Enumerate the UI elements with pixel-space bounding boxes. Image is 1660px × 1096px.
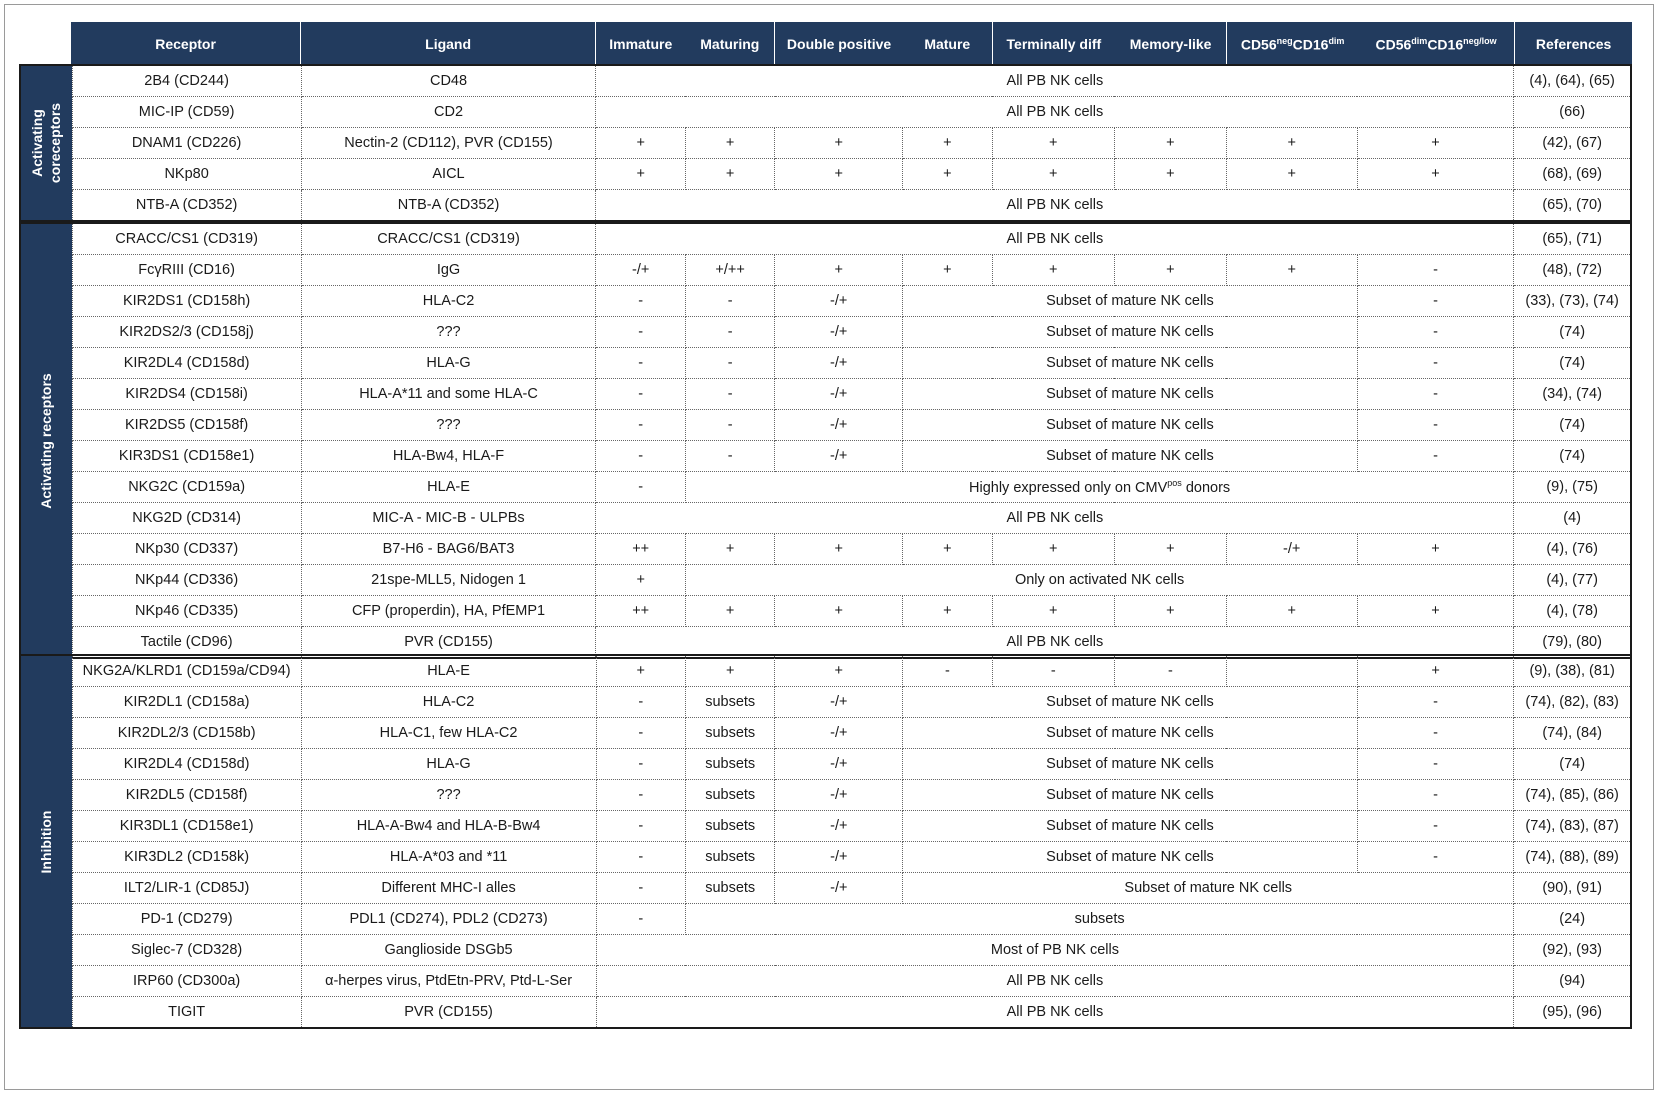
references-cell: (95), (96) xyxy=(1514,997,1631,1029)
value-cell: ++ xyxy=(596,534,685,565)
table-row xyxy=(20,873,1631,904)
value-cell: - xyxy=(685,441,774,472)
value-cell: + xyxy=(685,534,774,565)
value-cell: - xyxy=(1357,842,1514,873)
ligand-cell: PVR (CD155) xyxy=(301,627,596,659)
value-cell: - xyxy=(1357,687,1514,718)
table-row xyxy=(20,997,1631,1029)
table-row xyxy=(20,410,1631,441)
table-row xyxy=(20,97,1631,128)
value-cell: + xyxy=(992,534,1114,565)
references-cell: (4) xyxy=(1514,503,1631,534)
ligand-cell: HLA-A*11 and some HLA-C xyxy=(301,379,596,410)
table-row xyxy=(20,255,1631,286)
header-cd56neg-cd16dim: $CD56^{neg}CD16^{dim}$ xyxy=(1227,22,1358,66)
references-cell: (66) xyxy=(1514,97,1631,128)
span-cell: Subset of mature NK cells xyxy=(903,873,1514,904)
ligand-cell: CFP (properdin), HA, PfEMP1 xyxy=(301,596,596,627)
value-cell: + xyxy=(1357,596,1514,627)
receptor-cell: PD-1 (CD279) xyxy=(72,904,301,935)
value-cell: -/+ xyxy=(775,410,903,441)
ligand-cell: HLA-A-Bw4 and HLA-B-Bw4 xyxy=(301,811,596,842)
value-cell: - xyxy=(1357,780,1514,811)
ligand-cell: AICL xyxy=(301,159,596,190)
value-cell: -/+ xyxy=(775,379,903,410)
value-cell: - xyxy=(596,811,685,842)
receptor-cell: Siglec-7 (CD328) xyxy=(72,935,301,966)
value-cell: - xyxy=(685,317,774,348)
value-cell: subsets xyxy=(685,718,774,749)
span-cell: Only on activated NK cells xyxy=(685,565,1513,596)
section-activating-coreceptors xyxy=(19,64,1632,222)
ligand-cell: ??? xyxy=(301,780,596,811)
span-cell: Subset of mature NK cells xyxy=(903,286,1358,317)
table-row xyxy=(20,379,1631,410)
value-cell: - xyxy=(685,348,774,379)
span-cell: All PB NK cells xyxy=(596,966,1514,997)
value-cell: - xyxy=(1357,286,1514,317)
table-row xyxy=(20,966,1631,997)
ligand-cell: HLA-G xyxy=(301,749,596,780)
table-row xyxy=(20,65,1631,97)
receptor-cell: KIR2DS1 (CD158h) xyxy=(72,286,301,317)
table-row xyxy=(20,128,1631,159)
value-cell: - xyxy=(596,379,685,410)
section-inhibition xyxy=(19,654,1632,1029)
references-cell: (74) xyxy=(1514,749,1631,780)
table-row xyxy=(20,348,1631,379)
value-cell: - xyxy=(903,655,992,687)
receptor-cell: NTB-A (CD352) xyxy=(72,190,301,222)
header-mature: Mature xyxy=(903,22,993,66)
section-label: Activating coreceptors xyxy=(20,65,72,221)
value-cell: -/+ xyxy=(775,873,903,904)
ligand-cell: B7-H6 - BAG6/BAT3 xyxy=(301,534,596,565)
value-cell: + xyxy=(1226,596,1357,627)
value-cell: -/+ xyxy=(775,842,903,873)
receptor-cell: NKp44 (CD336) xyxy=(72,565,301,596)
references-cell: (74), (83), (87) xyxy=(1514,811,1631,842)
span-cell: All PB NK cells xyxy=(596,627,1514,659)
value-cell: + xyxy=(1226,255,1357,286)
value-cell: + xyxy=(992,159,1114,190)
span-cell: Subset of mature NK cells xyxy=(903,749,1358,780)
value-cell: + xyxy=(775,596,903,627)
receptor-cell: Tactile (CD96) xyxy=(72,627,301,659)
value-cell: + xyxy=(992,128,1114,159)
value-cell: + xyxy=(1114,159,1226,190)
receptor-cell: NKG2C (CD159a) xyxy=(72,472,301,503)
span-cell: subsets xyxy=(685,904,1513,935)
value-cell: + xyxy=(992,255,1114,286)
receptor-cell: NKp80 xyxy=(72,159,301,190)
value-cell: subsets xyxy=(685,780,774,811)
span-cell: All PB NK cells xyxy=(596,503,1514,534)
span-cell: Subset of mature NK cells xyxy=(903,811,1358,842)
references-cell: (65), (70) xyxy=(1514,190,1631,222)
section-label: Inhibition xyxy=(20,655,72,1028)
receptor-cell: KIR2DS5 (CD158f) xyxy=(72,410,301,441)
receptor-cell: KIR2DL4 (CD158d) xyxy=(72,749,301,780)
references-cell: (74), (84) xyxy=(1514,718,1631,749)
ligand-cell: CD2 xyxy=(301,97,596,128)
table-row xyxy=(20,286,1631,317)
value-cell: -/+ xyxy=(775,749,903,780)
value-cell: -/+ xyxy=(775,718,903,749)
value-cell: + xyxy=(1114,596,1226,627)
receptor-cell: IRP60 (CD300a) xyxy=(72,966,301,997)
receptor-cell: KIR3DL1 (CD158e1) xyxy=(72,811,301,842)
value-cell: - xyxy=(596,286,685,317)
references-cell: (92), (93) xyxy=(1514,935,1631,966)
value-cell: + xyxy=(1114,128,1226,159)
ligand-cell: Ganglioside DSGb5 xyxy=(301,935,596,966)
value-cell: - xyxy=(596,780,685,811)
header-references: References xyxy=(1515,22,1632,66)
value-cell: - xyxy=(1357,441,1514,472)
table-row xyxy=(20,811,1631,842)
table-header xyxy=(19,22,1632,66)
span-cell: Subset of mature NK cells xyxy=(903,687,1358,718)
value-cell: - xyxy=(596,410,685,441)
ligand-cell: HLA-E xyxy=(301,472,596,503)
value-cell: - xyxy=(1357,317,1514,348)
value-cell: + xyxy=(1114,534,1226,565)
references-cell: (42), (67) xyxy=(1514,128,1631,159)
value-cell: - xyxy=(1357,255,1514,286)
table-row xyxy=(20,935,1631,966)
span-cell: Subset of mature NK cells xyxy=(903,410,1358,441)
span-cell: Subset of mature NK cells xyxy=(903,348,1358,379)
value-cell: + xyxy=(775,655,903,687)
span-cell: Subset of mature NK cells xyxy=(903,379,1358,410)
references-cell: (68), (69) xyxy=(1514,159,1631,190)
table-row xyxy=(20,904,1631,935)
value-cell: - xyxy=(1357,410,1514,441)
receptor-cell: NKG2D (CD314) xyxy=(72,503,301,534)
receptor-cell: KIR2DS4 (CD158i) xyxy=(72,379,301,410)
references-cell: (48), (72) xyxy=(1514,255,1631,286)
span-cell: Subset of mature NK cells xyxy=(903,317,1358,348)
ligand-cell: 21spe-MLL5, Nidogen 1 xyxy=(301,565,596,596)
ligand-cell: CRACC/CS1 (CD319) xyxy=(301,223,596,255)
value-cell: - xyxy=(596,718,685,749)
span-cell: Subset of mature NK cells xyxy=(903,718,1358,749)
value-cell: + xyxy=(1226,128,1357,159)
ligand-cell: ??? xyxy=(301,410,596,441)
receptor-cell: FcγRIII (CD16) xyxy=(72,255,301,286)
ligand-cell: HLA-C2 xyxy=(301,286,596,317)
value-cell: + xyxy=(903,534,992,565)
value-cell: + xyxy=(1226,159,1357,190)
header-receptor: Receptor xyxy=(71,22,300,66)
value-cell: - xyxy=(992,655,1114,687)
ligand-cell: NTB-A (CD352) xyxy=(301,190,596,222)
value-cell: +/++ xyxy=(685,255,774,286)
table-row xyxy=(20,842,1631,873)
value-cell: + xyxy=(596,655,685,687)
table-row xyxy=(20,687,1631,718)
ligand-cell: HLA-A*03 and *11 xyxy=(301,842,596,873)
span-cell: Most of PB NK cells xyxy=(596,935,1514,966)
value-cell: subsets xyxy=(685,873,774,904)
ligand-cell: HLA-C2 xyxy=(301,687,596,718)
value-cell: - xyxy=(1357,379,1514,410)
ligand-cell: PVR (CD155) xyxy=(301,997,596,1029)
value-cell: -/+ xyxy=(775,286,903,317)
ligand-cell: HLA-C1, few HLA-C2 xyxy=(301,718,596,749)
span-cell: Subset of mature NK cells xyxy=(903,842,1358,873)
value-cell: + xyxy=(1357,655,1514,687)
value-cell: -/+ xyxy=(775,348,903,379)
value-cell: + xyxy=(903,255,992,286)
references-cell: (74), (85), (86) xyxy=(1514,780,1631,811)
value-cell: + xyxy=(596,128,685,159)
value-cell: - xyxy=(1357,811,1514,842)
value-cell: + xyxy=(596,565,685,596)
receptor-cell: KIR2DL2/3 (CD158b) xyxy=(72,718,301,749)
table-row xyxy=(20,317,1631,348)
ligand-cell: CD48 xyxy=(301,65,596,97)
table-row xyxy=(20,534,1631,565)
ligand-cell: HLA-Bw4, HLA-F xyxy=(301,441,596,472)
receptor-cell: KIR2DL5 (CD158f) xyxy=(72,780,301,811)
value-cell: - xyxy=(596,842,685,873)
value-cell: - xyxy=(1357,718,1514,749)
value-cell: + xyxy=(775,159,903,190)
receptor-cell: KIR3DS1 (CD158e1) xyxy=(72,441,301,472)
references-cell: (90), (91) xyxy=(1514,873,1631,904)
header-ligand: Ligand xyxy=(300,22,595,66)
receptor-cell: TIGIT xyxy=(72,997,301,1029)
receptor-cell: 2B4 (CD244) xyxy=(72,65,301,97)
value-cell: + xyxy=(903,596,992,627)
table-row xyxy=(20,223,1631,255)
references-cell: (4), (78) xyxy=(1514,596,1631,627)
value-cell: + xyxy=(596,159,685,190)
receptor-cell: ILT2/LIR-1 (CD85J) xyxy=(72,873,301,904)
references-cell: (4), (76) xyxy=(1514,534,1631,565)
receptor-cell: DNAM1 (CD226) xyxy=(72,128,301,159)
ligand-cell: Nectin-2 (CD112), PVR (CD155) xyxy=(301,128,596,159)
receptor-cell: KIR2DL4 (CD158d) xyxy=(72,348,301,379)
references-cell: (34), (74) xyxy=(1514,379,1631,410)
receptor-cell: KIR3DL2 (CD158k) xyxy=(72,842,301,873)
table-row xyxy=(20,565,1631,596)
value-cell: - xyxy=(685,286,774,317)
value-cell: - xyxy=(1357,348,1514,379)
value-cell: -/+ xyxy=(775,441,903,472)
span-cell: Highly expressed only on $CMV^{pos}$ donors xyxy=(685,472,1513,503)
value-cell: -/+ xyxy=(775,317,903,348)
receptor-cell: KIR2DL1 (CD158a) xyxy=(72,687,301,718)
value-cell: -/+ xyxy=(1226,534,1357,565)
references-cell: (65), (71) xyxy=(1514,223,1631,255)
header-maturing: Maturing xyxy=(685,22,775,66)
value-cell: + xyxy=(775,534,903,565)
ligand-cell: MIC-A - MIC-B - ULPBs xyxy=(301,503,596,534)
value-cell: + xyxy=(1357,159,1514,190)
value-cell: - xyxy=(596,317,685,348)
references-cell: (9), (38), (81) xyxy=(1514,655,1631,687)
receptor-cell: KIR2DS2/3 (CD158j) xyxy=(72,317,301,348)
section-activating-receptors xyxy=(19,222,1632,659)
value-cell: + xyxy=(775,128,903,159)
references-cell: (74), (82), (83) xyxy=(1514,687,1631,718)
references-cell: (79), (80) xyxy=(1514,627,1631,659)
references-cell: (74) xyxy=(1514,441,1631,472)
ligand-cell: HLA-G xyxy=(301,348,596,379)
receptor-cell: NKG2A/KLRD1 (CD159a/CD94) xyxy=(72,655,301,687)
span-cell: Subset of mature NK cells xyxy=(903,441,1358,472)
value-cell: subsets xyxy=(685,842,774,873)
ligand-cell: PDL1 (CD274), PDL2 (CD273) xyxy=(301,904,596,935)
value-cell: - xyxy=(596,687,685,718)
ligand-cell: Different MHC-I alles xyxy=(301,873,596,904)
value-cell: ++ xyxy=(596,596,685,627)
value-cell: subsets xyxy=(685,811,774,842)
table-row xyxy=(20,503,1631,534)
span-cell: All PB NK cells xyxy=(596,97,1514,128)
value-cell: - xyxy=(1357,749,1514,780)
value-cell: + xyxy=(1114,255,1226,286)
value-cell: - xyxy=(1115,655,1227,687)
receptor-cell: CRACC/CS1 (CD319) xyxy=(72,223,301,255)
table-row xyxy=(20,596,1631,627)
table-row xyxy=(20,441,1631,472)
table-row xyxy=(20,655,1631,687)
table-row xyxy=(20,780,1631,811)
value-cell: - xyxy=(596,873,685,904)
value-cell: subsets xyxy=(685,687,774,718)
value-cell: + xyxy=(903,159,992,190)
references-cell: (74), (88), (89) xyxy=(1514,842,1631,873)
ligand-cell: α-herpes virus, PtdEtn-PRV, Ptd-L-Ser xyxy=(301,966,596,997)
value-cell: + xyxy=(685,596,774,627)
header-corner xyxy=(19,22,71,66)
receptor-cell: NKp30 (CD337) xyxy=(72,534,301,565)
header-cd56dim-cd16neglow: $CD56^{dim}CD16^{neg/low}$ xyxy=(1358,22,1515,66)
value-cell: -/+ xyxy=(775,811,903,842)
references-cell: (74) xyxy=(1514,348,1631,379)
span-cell: Subset of mature NK cells xyxy=(903,780,1358,811)
value-cell: - xyxy=(596,749,685,780)
span-cell: All PB NK cells xyxy=(596,997,1514,1029)
references-cell: (24) xyxy=(1514,904,1631,935)
value-cell: + xyxy=(992,596,1114,627)
table-row xyxy=(20,472,1631,503)
value-cell: -/+ xyxy=(775,687,903,718)
value-cell: + xyxy=(1357,534,1514,565)
value-cell: subsets xyxy=(685,749,774,780)
references-cell: (74) xyxy=(1514,410,1631,441)
value-cell: - xyxy=(685,410,774,441)
value-cell: - xyxy=(685,379,774,410)
header-double-positive: Double positive xyxy=(775,22,903,66)
span-cell: All PB NK cells xyxy=(596,223,1514,255)
value-cell: + xyxy=(775,255,903,286)
table-row xyxy=(20,190,1631,222)
value-cell: -/+ xyxy=(596,255,685,286)
span-cell: All PB NK cells xyxy=(596,65,1514,97)
receptor-cell: NKp46 (CD335) xyxy=(72,596,301,627)
references-cell: (74) xyxy=(1514,317,1631,348)
table-row xyxy=(20,718,1631,749)
header-terminally-diff: Terminally diff xyxy=(992,22,1115,66)
value-cell: + xyxy=(685,128,774,159)
references-cell: (9), (75) xyxy=(1514,472,1631,503)
ligand-cell: HLA-E xyxy=(301,655,596,687)
value-cell: + xyxy=(1357,128,1514,159)
value-cell: -/+ xyxy=(775,780,903,811)
references-cell: (4), (77) xyxy=(1514,565,1631,596)
value-cell: + xyxy=(903,128,992,159)
ligand-cell: ??? xyxy=(301,317,596,348)
references-cell: (4), (64), (65) xyxy=(1514,65,1631,97)
span-cell: All PB NK cells xyxy=(596,190,1514,222)
references-cell: (33), (73), (74) xyxy=(1514,286,1631,317)
value-cell xyxy=(1226,655,1357,687)
value-cell: + xyxy=(685,655,774,687)
ligand-cell: IgG xyxy=(301,255,596,286)
value-cell: - xyxy=(596,348,685,379)
value-cell: - xyxy=(596,904,685,935)
header-immature: Immature xyxy=(596,22,686,66)
value-cell: + xyxy=(685,159,774,190)
references-cell: (94) xyxy=(1514,966,1631,997)
table-row xyxy=(20,159,1631,190)
value-cell: - xyxy=(596,441,685,472)
table-row xyxy=(20,749,1631,780)
section-label: Activating receptors xyxy=(20,223,72,658)
receptor-cell: MIC-IP (CD59) xyxy=(72,97,301,128)
header-memory-like: Memory-like xyxy=(1115,22,1227,66)
value-cell: - xyxy=(596,472,685,503)
